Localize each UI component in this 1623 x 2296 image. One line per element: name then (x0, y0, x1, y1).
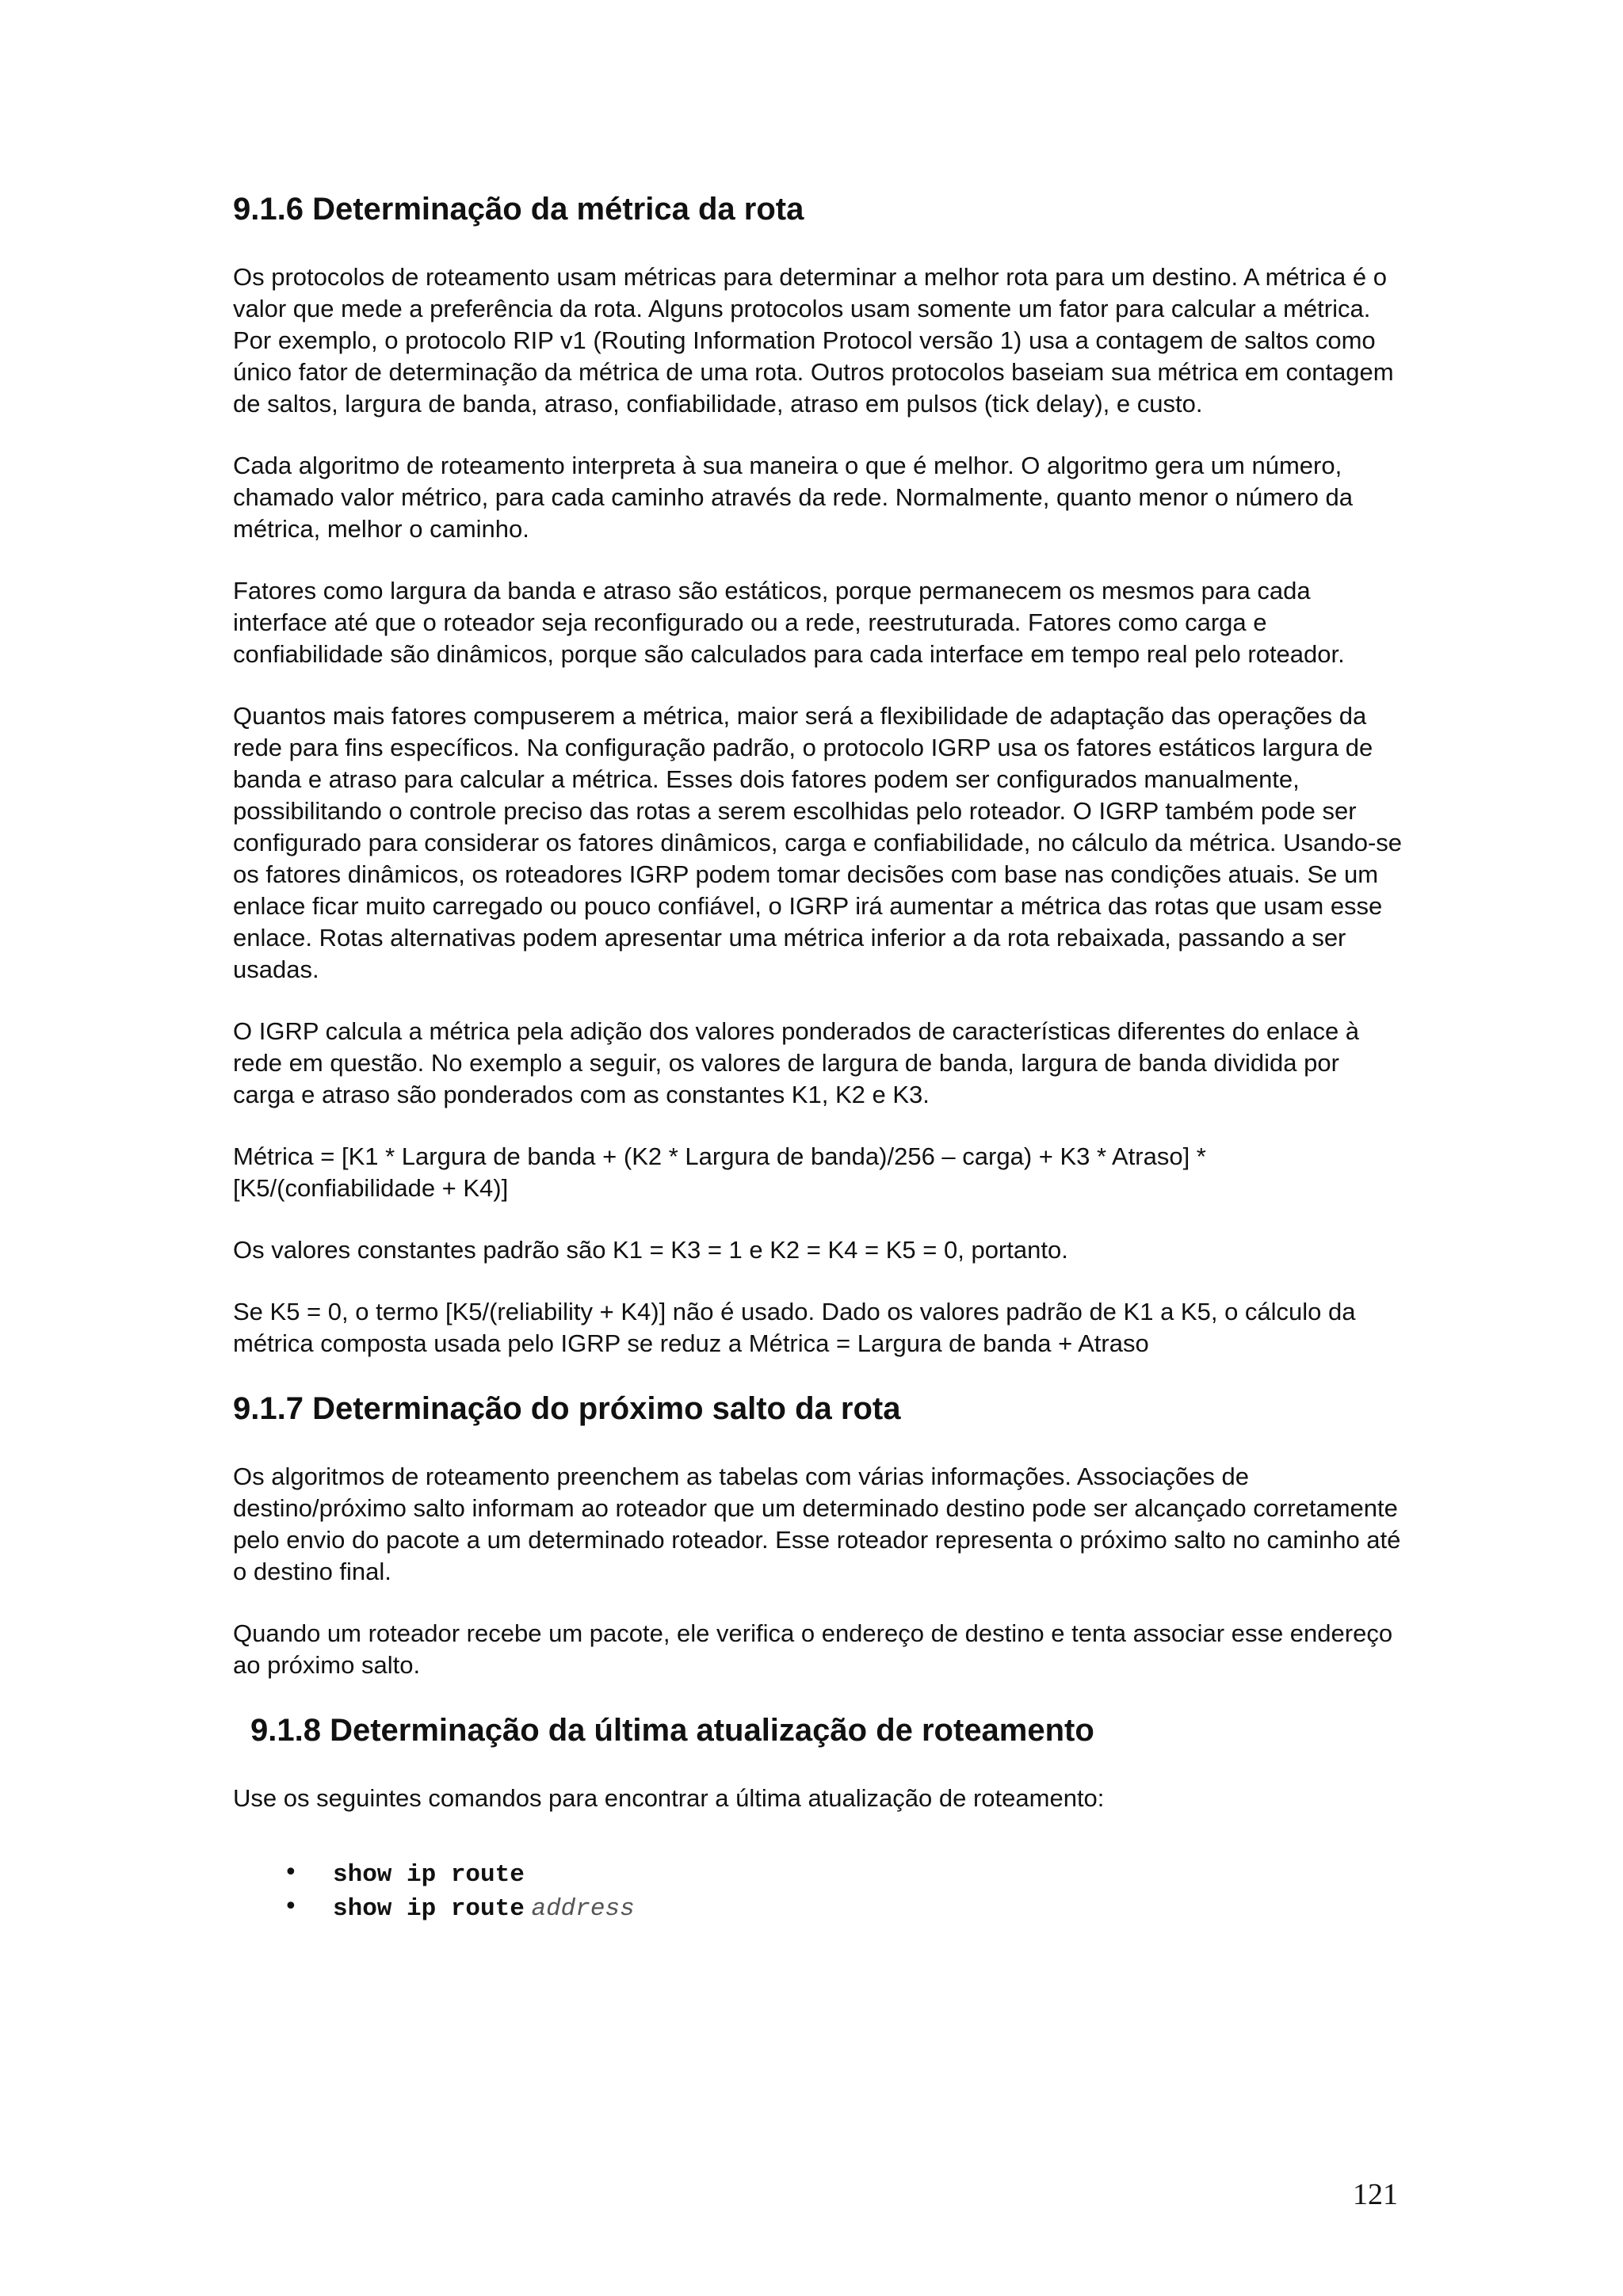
command-argument: address (531, 1895, 635, 1923)
paragraph: Quantos mais fatores compuserem a métrica, maior será a flexibilidade de adaptação das operações da rede para fins específicos. Na configuração padrão, o protocolo IGRP usa os fatores estáticos largura de banda e atraso para calcular a métrica. Esses dois fatores podem ser configurados manualmente, possibilitando o controle preciso das rotas a serem escolhidas pelo roteador. O IGRP também pode ser configurado para considerar os fatores dinâmicos, carga e confiabilidade, no cálculo da métrica. Usando-se os fatores dinâmicos, os roteadores IGRP podem tomar decisões com base nas condições atuais. Se um enlace ficar muito carregado ou pouco confiável, o IGRP irá aumentar a métrica das rotas que usam esse enlace. Rotas alternativas podem apresentar uma métrica inferior a da rota rebaixada, passando a ser usadas. (233, 702, 1403, 983)
section-heading-9-1-7: 9.1.7 Determinação do próximo salto da rota (233, 1391, 901, 1426)
page-content (233, 190, 1406, 1924)
paragraph: Os valores constantes padrão são K1 = K3 = 1 e K2 = K4 = K5 = 0, portanto. (233, 1236, 1068, 1264)
command-item (233, 1890, 1406, 1924)
paragraph: Cada algoritmo de roteamento interpreta à sua maneira o que é melhor. O algoritmo gera um número, chamado valor métrico, para cada caminho através da rede. Normalmente, quanto menor o número da métrica, melhor o caminho. (233, 452, 1353, 543)
page-number: 121 (1353, 2178, 1398, 2211)
command-text: show ip route (333, 1895, 525, 1923)
paragraph: Quando um roteador recebe um pacote, ele verifica o endereço de destino e tenta associar esse endereço ao próximo salto. (233, 1619, 1393, 1679)
paragraph: Os protocolos de roteamento usam métricas para determinar a melhor rota para um destino. A métrica é o valor que mede a preferência da rota. Alguns protocolos usam somente um fator para calcular a métrica. Por exemplo, o protocolo RIP v1 (Routing Information Protocol versão 1) usa a contagem de saltos como único fator de determinação da métrica de uma rota. Outros protocolos baseiam sua métrica em contagem de saltos, largura de banda, atraso, confiabilidade, atraso em pulsos (tick delay), e custo. (233, 263, 1394, 418)
paragraph: Use os seguintes comandos para encontrar a última atualização de roteamento: (233, 1784, 1105, 1812)
command-item (233, 1855, 1406, 1890)
section-heading-9-1-8: 9.1.8 Determinação da última atualização de roteamento (250, 1713, 1094, 1748)
paragraph: O IGRP calcula a métrica pela adição dos valores ponderados de características diferentes do enlace à rede em questão. No exemplo a seguir, os valores de largura de banda, largura de banda dividida por carga e atraso são ponderados com as constantes K1, K2 e K3. (233, 1017, 1360, 1108)
command-text: show ip route (333, 1861, 525, 1889)
bullet-icon: • (284, 1893, 298, 1920)
paragraph: Os algoritmos de roteamento preenchem as tabelas com várias informações. Associações de destino/próximo salto informam ao roteador que um determinado destino pode ser alcançado corretamente pelo envio do pacote a um determinado roteador. Esse roteador representa o próximo salto no caminho até o destino final. (233, 1463, 1401, 1585)
section-heading-9-1-6: 9.1.6 Determinação da métrica da rota (233, 192, 804, 227)
paragraph: Fatores como largura da banda e atraso são estáticos, porque permanecem os mesmos para cada interface até que o roteador seja reconfigurado ou a rede, reestruturada. Fatores como carga e confiabilidade são dinâmicos, porque são calculados para cada interface em tempo real pelo roteador. (233, 577, 1345, 668)
paragraph: Se K5 = 0, o termo [K5/(reliability + K4)] não é usado. Dado os valores padrão de K1 a K5, o cálculo da métrica composta usada pelo IGRP se reduz a Métrica = Largura de banda + Atraso (233, 1298, 1356, 1357)
metric-formula: Métrica = [K1 * Largura de banda + (K2 * Largura de banda)/256 – carga) + K3 * Atraso] * [K5/(confiabilidade + K4)] (233, 1142, 1206, 1202)
bullet-icon: • (284, 1859, 298, 1886)
command-list (233, 1855, 1406, 1924)
